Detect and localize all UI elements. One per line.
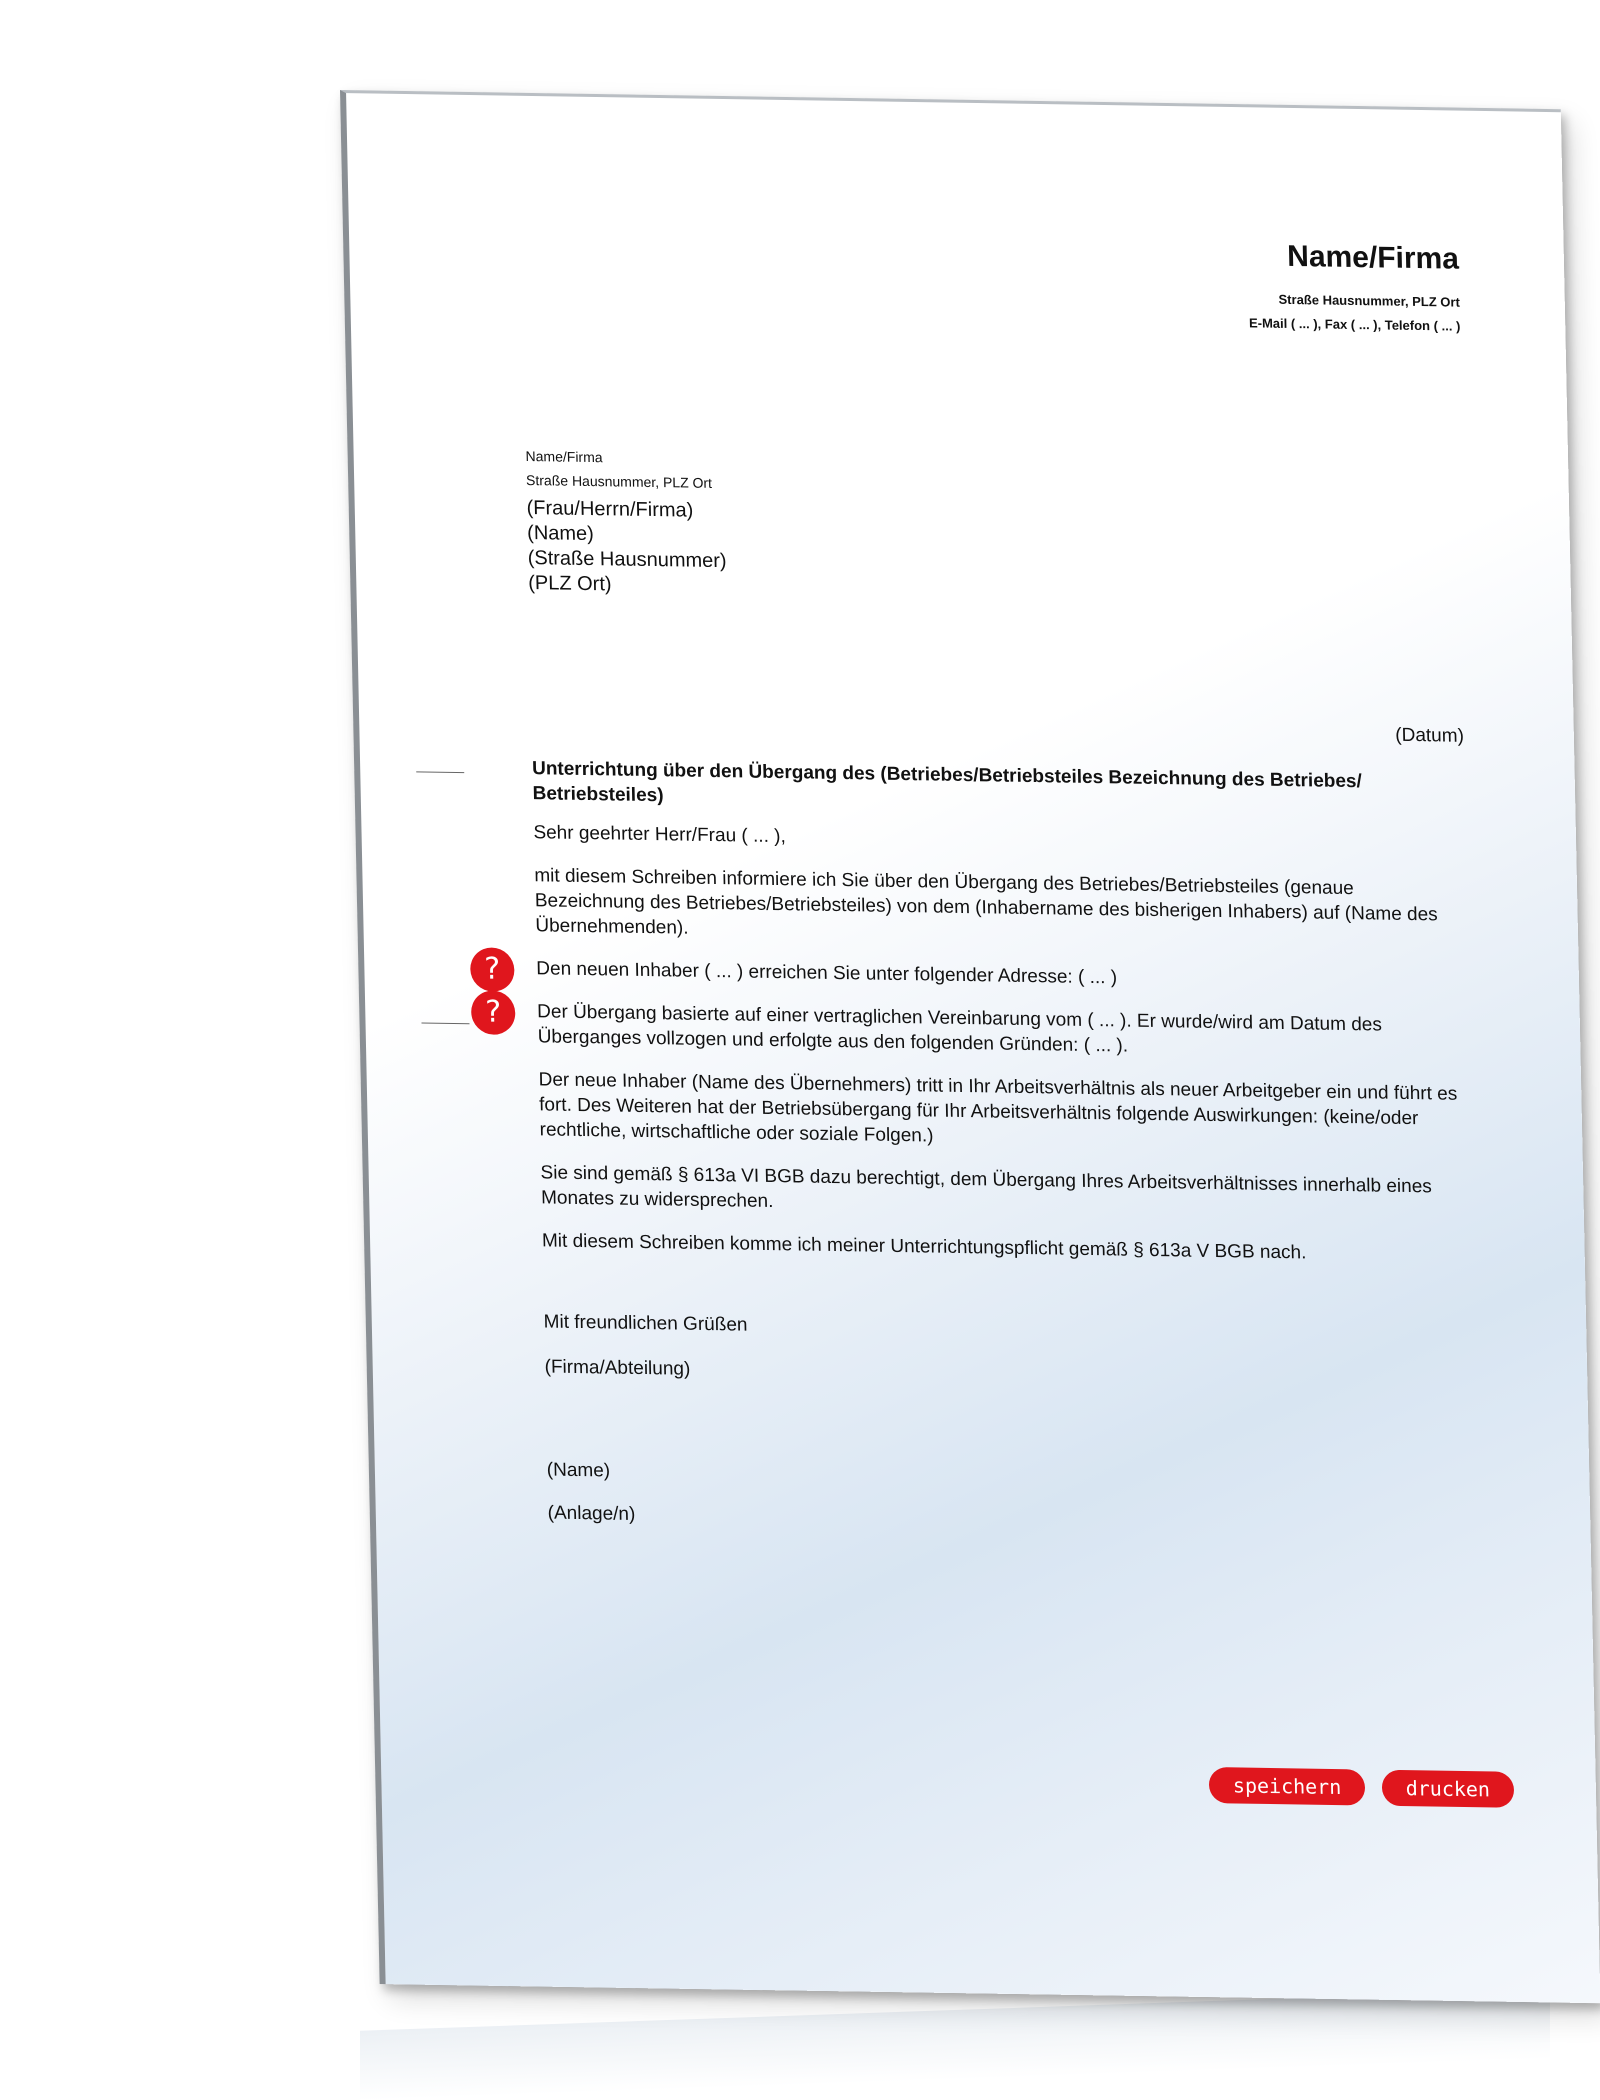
sender-contact: E-Mail ( ... ), Fax ( ... ), Telefon ( ... ) [1248,315,1461,334]
letter-date: (Datum) [1395,724,1465,747]
print-button[interactable]: drucken [1381,1770,1514,1808]
paragraph-new-owner-text: Den neuen Inhaber ( ... ) erreichen Sie unter folgender Adresse: ( ... ) [536,958,1118,989]
help-icon[interactable]: ? [471,990,516,1035]
recipient-salutation: (Frau/Herrn/Firma) [526,497,694,522]
sheet-reflection [360,1989,1550,2100]
return-address-name: Name/Firma [525,447,603,466]
paragraph-consequences: Der neue Inhaber (Name des Übernehmers) tritt in Ihr Arbeitsverhältnis als neuer Arbeitgeber ein und führt es fort. Des Weiteren hat der Betriebsübergang für Ihr Arbeitsverhältnis folgende Auswirkungen: (keine/oder rechtliche, wirtschaftliche oder soziale Folgen.) [538,1069,1458,1147]
recipient-block [526,496,727,599]
paragraph-agreement-text: Der Übergang basierte auf einer vertraglichen Vereinbarung vom ( ... ). Er wurde/wird am Datum des Überganges vollzogen und erfolgte aus den folgenden Gründen: ( ... ). [536,1001,1383,1057]
letter-body [483,756,1468,1558]
fold-mark-middle [421,1022,469,1024]
paragraph-agreement [484,994,1458,1063]
letter-salutation: Sehr geehrter Herr/Frau ( ... ), [533,822,786,848]
help-icon[interactable]: ? [470,947,515,992]
sender-address: Straße Hausnummer, PLZ Ort [1278,291,1460,310]
return-address [525,444,712,495]
save-button[interactable]: speichern [1209,1767,1366,1805]
action-buttons [1197,1767,1515,1808]
recipient-city: (PLZ Ort) [527,572,612,596]
signature-company: (Firma/Abteilung) [544,1356,691,1380]
paragraph-duty: Mit diesem Schreiben komme ich meiner Unterrichtungspflicht gemäß § 613a V BGB nach. [541,1230,1307,1264]
document-sheet [340,90,1600,2003]
paragraph-transfer-info: mit diesem Schreiben informiere ich Sie über den Übergang des Betriebes/Betriebsteiles (genaue Bezeichnung des Betriebes/Betriebsteiles) von dem (Inhabername des bisherigen Inhabers) auf (Name des Übernehmenden). [534,865,1438,939]
paragraph-objection-right: Sie sind gemäß § 613a VI BGB dazu berechtigt, dem Übergang Ihres Arbeitsverhältnisses innerhalb eines Monates zu widersprechen. [540,1162,1432,1213]
signature-attachments: (Anlage/n) [547,1502,636,1525]
letter-subject: Unterrichtung über den Übergang des (Betriebes/Betriebsteiles Bezeichnung des Betriebes/ Betriebsteiles) [531,758,1363,807]
signature-name: (Name) [546,1459,611,1482]
sender-block [1247,239,1460,338]
letter [346,93,1600,2003]
return-address-street: Straße Hausnummer, PLZ Ort [525,472,713,491]
recipient-street: (Straße Hausnummer) [527,547,727,573]
letter-closing: Mit freundlichen Grüßen [543,1311,748,1336]
fold-mark-top [416,771,464,773]
sender-name: Name/Firma [1286,239,1460,276]
paragraph-new-owner [483,951,1456,995]
recipient-name: (Name) [526,522,595,546]
